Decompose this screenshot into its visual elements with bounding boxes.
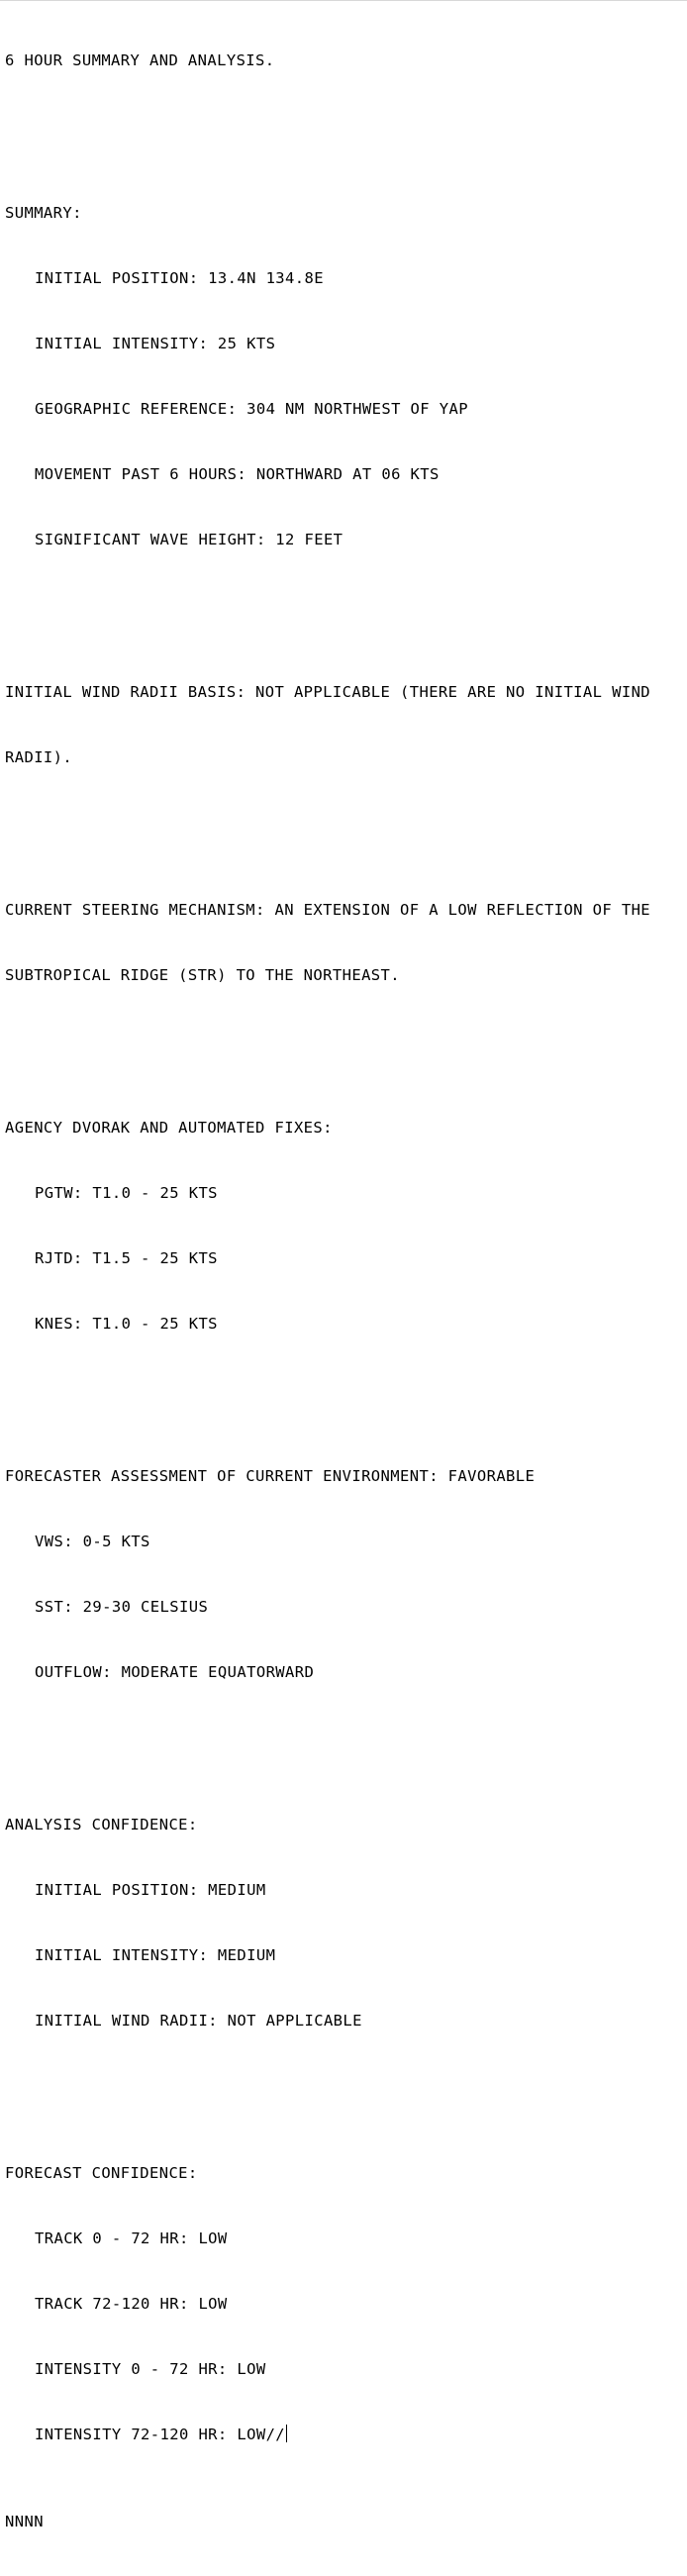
steering-line: SUBTROPICAL RIDGE (STR) TO THE NORTHEAST. — [5, 966, 401, 984]
analysis-confidence-line: INITIAL WIND RADII: NOT APPLICABLE — [35, 2012, 362, 2030]
summary-line: INITIAL POSITION: 13.4N 134.8E — [35, 269, 324, 287]
forecast-confidence-line: TRACK 72-120 HR: LOW — [35, 2295, 228, 2313]
fix-line: RJTD: T1.5 - 25 KTS — [35, 1249, 218, 1267]
summary-line: MOVEMENT PAST 6 HOURS: NORTHWARD AT 06 KTS — [35, 465, 440, 483]
blank-line — [5, 594, 650, 616]
fix-line: KNES: T1.0 - 25 KTS — [35, 1315, 218, 1333]
environment-line: VWS: 0-5 KTS — [35, 1533, 150, 1550]
blank-line — [5, 1030, 650, 1051]
blank-line — [5, 2075, 650, 2097]
text-editor-content[interactable] — [5, 6, 650, 2576]
summary-line: GEOGRAPHIC REFERENCE: 304 NM NORTHWEST OF YAP — [35, 400, 468, 418]
blank-line — [5, 1727, 650, 1748]
fix-line: PGTW: T1.0 - 25 KTS — [35, 1184, 218, 1202]
forecast-confidence-last-line — [5, 2424, 650, 2445]
blank-line — [5, 1378, 650, 1400]
environment-heading: FORECASTER ASSESSMENT OF CURRENT ENVIRONMENT: FAVORABLE — [5, 1467, 536, 1485]
document-title: 6 HOUR SUMMARY AND ANALYSIS. — [5, 51, 275, 69]
environment-line: SST: 29-30 CELSIUS — [35, 1598, 209, 1616]
steering-line: CURRENT STEERING MECHANISM: AN EXTENSION OF A LOW REFLECTION OF THE — [5, 901, 651, 919]
forecast-confidence-line: TRACK 0 - 72 HR: LOW — [35, 2229, 228, 2247]
blank-line — [5, 115, 650, 137]
wind-radii-line: INITIAL WIND RADII BASIS: NOT APPLICABLE (THERE ARE NO INITIAL WIND — [5, 683, 651, 701]
text-cursor — [286, 2425, 287, 2442]
forecast-confidence-line: INTENSITY 72-120 HR: LOW// — [35, 2426, 286, 2443]
forecast-confidence-line: INTENSITY 0 - 72 HR: LOW — [35, 2360, 266, 2378]
summary-heading: SUMMARY: — [5, 204, 82, 222]
summary-line: SIGNIFICANT WAVE HEIGHT: 12 FEET — [35, 531, 344, 548]
analysis-confidence-line: INITIAL INTENSITY: MEDIUM — [35, 1946, 276, 1964]
analysis-confidence-heading: ANALYSIS CONFIDENCE: — [5, 1816, 198, 1833]
end-marker: NNNN — [5, 2513, 44, 2530]
environment-line: OUTFLOW: MODERATE EQUATORWARD — [35, 1663, 315, 1681]
forecast-confidence-heading: FORECAST CONFIDENCE: — [5, 2164, 198, 2182]
fixes-heading: AGENCY DVORAK AND AUTOMATED FIXES: — [5, 1119, 333, 1137]
blank-line — [5, 812, 650, 834]
analysis-confidence-line: INITIAL POSITION: MEDIUM — [35, 1881, 266, 1899]
wind-radii-line: RADII). — [5, 748, 73, 766]
summary-line: INITIAL INTENSITY: 25 KTS — [35, 335, 276, 352]
